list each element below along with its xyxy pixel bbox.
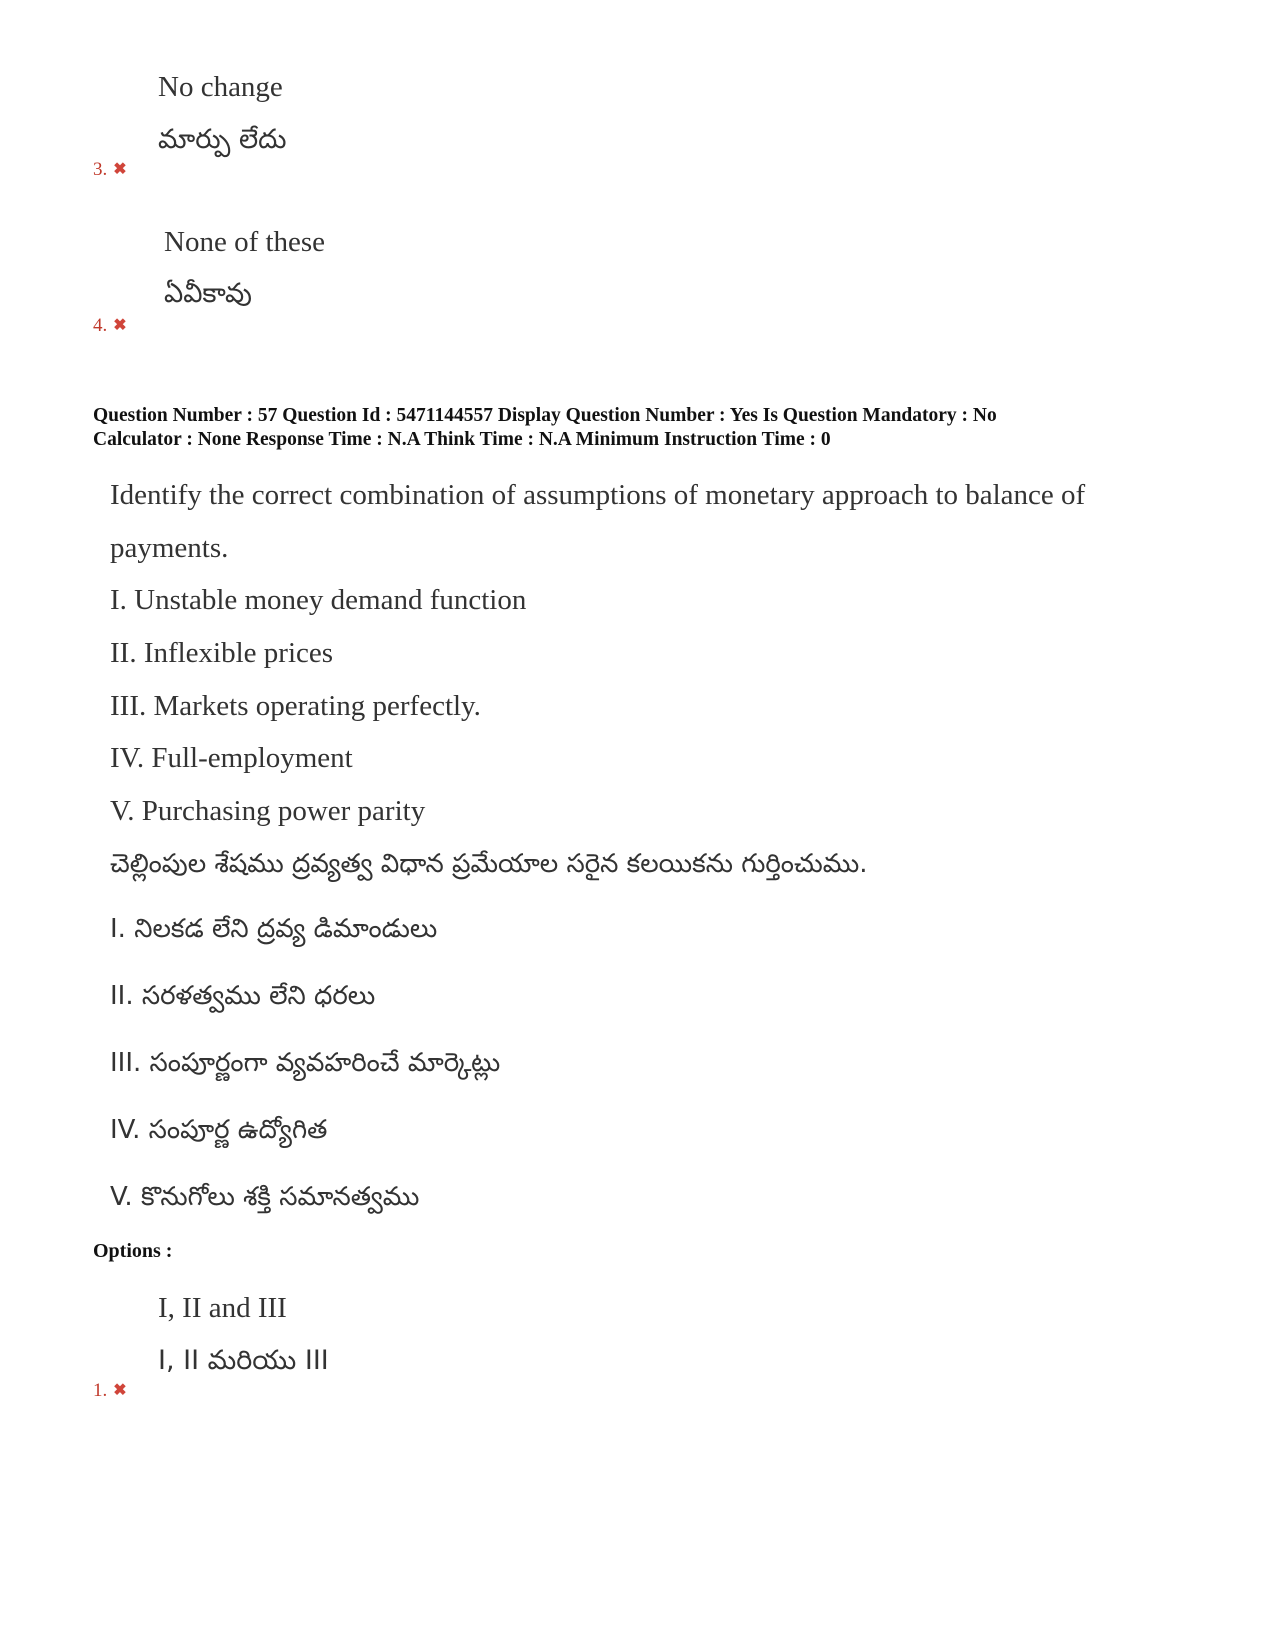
question-item-4: IV. Full-employment: [110, 742, 353, 774]
question-meta-line2: Calculator : None Response Time : N.A Think Time : N.A Minimum Instruction Time : 0: [93, 429, 831, 450]
cross-icon: ✖: [113, 316, 127, 334]
option-3-telugu: మార్పు లేదు: [158, 124, 287, 155]
question-telugu-item-4: IV. సంపూర్ణ ఉద్యోగిత: [110, 1115, 328, 1145]
option-1-english: I, II and III: [158, 1292, 287, 1324]
question-telugu-item-3: III. సంపూర్ణంగా వ్యవహరించే మార్కెట్లు: [110, 1048, 501, 1078]
question-text-line2: payments.: [110, 532, 229, 564]
question-telugu-line: చెల్లింపుల శేషము ద్రవ్యత్వ విధాన ప్రమేయాల సరైన కలయికను గుర్తించుము.: [110, 849, 868, 879]
question-telugu-item-1: I. నిలకడ లేని ద్రవ్య డిమాండులు: [110, 914, 438, 944]
question-item-2: II. Inflexible prices: [110, 637, 334, 669]
question-telugu-item-5: V. కొనుగోలు శక్తి సమానత్వము: [110, 1182, 420, 1212]
option-4-telugu: ఏవీకావు: [164, 278, 252, 309]
option-1-telugu: I, II మరియు III: [158, 1345, 329, 1376]
question-meta-line1: Question Number : 57 Question Id : 5471144557 Display Question Number : Yes Is Question Mandatory : No: [93, 405, 997, 426]
option-4-english: None of these: [164, 226, 326, 258]
cross-icon: ✖: [113, 1381, 127, 1399]
option-1-marker: [93, 1381, 127, 1400]
option-1-number: 1.: [93, 1380, 108, 1401]
question-telugu-item-2: II. సరళత్వము లేని ధరలు: [110, 981, 376, 1011]
option-4-number: 4.: [93, 315, 108, 336]
option-4-marker: [93, 316, 127, 335]
options-label: Options :: [93, 1240, 173, 1262]
question-text-line1: Identify the correct combination of assumptions of monetary approach to balance of: [110, 479, 1086, 511]
option-3-english: No change: [158, 71, 283, 103]
question-item-3: III. Markets operating perfectly.: [110, 690, 481, 722]
question-item-5: V. Purchasing power parity: [110, 795, 426, 827]
option-3-number: 3.: [93, 159, 108, 180]
option-3-marker: [93, 160, 127, 179]
question-item-1: I. Unstable money demand function: [110, 584, 527, 616]
cross-icon: ✖: [113, 160, 127, 178]
